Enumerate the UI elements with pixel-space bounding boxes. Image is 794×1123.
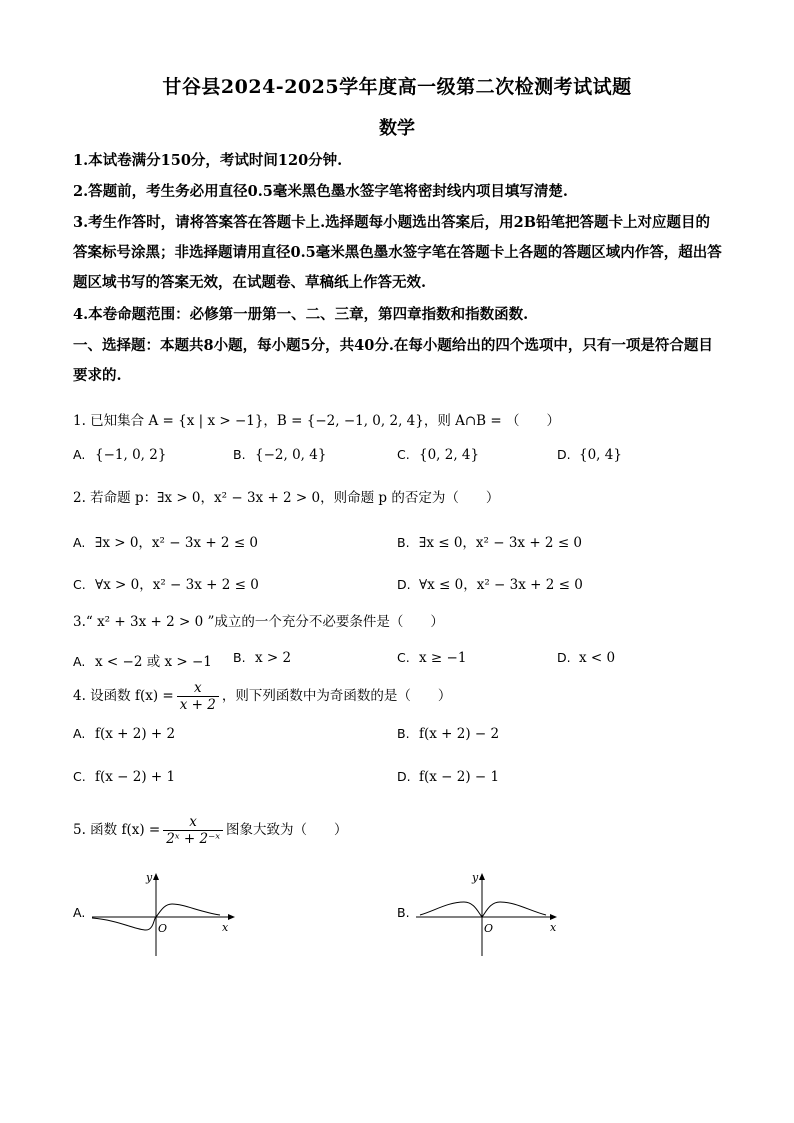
option-text: x < 0 [579, 650, 616, 666]
x-axis-label: x [222, 921, 229, 934]
option-label: D. [397, 577, 411, 592]
stem-prefix: 5. 函数 f(x) = [73, 822, 161, 838]
option-text: {−1, 0, 2} [95, 447, 167, 463]
option-text: x > 2 [255, 650, 292, 666]
option-label: B. [233, 650, 246, 665]
question-1-option-d[interactable] [557, 447, 622, 463]
question-2-stem: 2. 若命题 p：∃x > 0，x² − 3x + 2 > 0，则命题 p 的否定为（ ） [73, 490, 500, 506]
option-label: D. [557, 447, 571, 462]
option-text: ∀x > 0，x² − 3x + 2 ≤ 0 [95, 577, 259, 593]
fraction-numerator: x [163, 814, 223, 831]
question-1-stem: 1. 已知集合 A = {x | x > −1}，B = {−2, −1, 0, 2, 4}，则 A∩B = （ ） [73, 413, 560, 429]
notice-4: 4.本卷命题范围：必修第一册第一、二、三章，第四章指数和指数函数. [73, 306, 529, 323]
option-label: A. [73, 654, 86, 669]
option-text: ∃x ≤ 0，x² − 3x + 2 ≤ 0 [419, 535, 583, 551]
option-text: f(x − 2) − 1 [419, 769, 500, 785]
notice-1: 1.本试卷满分150分，考试时间120分钟. [73, 152, 343, 169]
question-2-option-a[interactable] [73, 531, 258, 551]
notice-3: 3.考生作答时，请将答案答在答题卡上.选择题每小题选出答案后，用2B铅笔把答题卡上对应题目的答案标号涂黑；非选择题请用直径0.5毫米黑色墨水签字笔在答题卡上各题的答题区域内作答，超出答题区域书写的答案无效，在试题卷、草稿纸上作答无效. [73, 214, 722, 291]
fraction-denominator: 2ˣ + 2⁻ˣ [166, 831, 221, 847]
option-text: ∀x ≤ 0，x² − 3x + 2 ≤ 0 [419, 577, 583, 593]
stem-suffix: ，则下列函数中为奇函数的是（ ） [221, 688, 452, 704]
option-label: D. [557, 650, 571, 665]
option-label: C. [73, 769, 86, 784]
option-label: B. [233, 447, 246, 462]
option-text: f(x + 2) + 2 [95, 726, 176, 742]
option-text: ∃x > 0，x² − 3x + 2 ≤ 0 [95, 535, 259, 551]
option-text: {−2, 0, 4} [255, 447, 327, 463]
stem-fraction [163, 814, 223, 847]
option-label: A. [73, 726, 86, 741]
question-4-option-d[interactable] [397, 769, 499, 785]
curve-b [420, 902, 546, 917]
question-3-option-c[interactable] [397, 650, 466, 666]
option-label: A. [73, 447, 86, 462]
y-axis-arrow [479, 873, 485, 880]
question-3-stem: 3.“ x² + 3x + 2 > 0 ”成立的一个充分不必要条件是（ ） [73, 614, 444, 630]
origin-label: O [484, 922, 494, 935]
option-label: C. [73, 577, 86, 592]
question-4-stem [73, 680, 451, 713]
question-4-option-b[interactable] [397, 726, 499, 742]
fraction-denominator: x + 2 [179, 697, 216, 713]
option-text: x ≥ −1 [419, 650, 467, 666]
question-3-option-b[interactable] [233, 650, 291, 666]
question-1-option-c[interactable] [397, 447, 479, 463]
option-label: B. [397, 535, 410, 550]
question-3-option-a[interactable] [73, 650, 212, 670]
exam-subject: 数学 [379, 118, 415, 139]
option-text: x < −2 或 x > −1 [95, 654, 212, 670]
option-label: C. [397, 650, 410, 665]
question-5-stem [73, 814, 348, 847]
question-2-option-d[interactable] [397, 573, 583, 593]
fraction-numerator: x [177, 680, 219, 697]
exam-title: 甘谷县2024-2025学年度高一级第二次检测考试试题 [162, 76, 632, 98]
option-text: {0, 2, 4} [419, 447, 480, 463]
option-text: f(x − 2) + 1 [95, 769, 176, 785]
x-axis-label: x [550, 921, 557, 934]
stem-prefix: 4. 设函数 f(x) = [73, 688, 174, 704]
x-axis-arrow [228, 914, 235, 920]
question-1-option-a[interactable] [73, 447, 166, 463]
option-label: D. [397, 769, 411, 784]
stem-suffix: 图象大致为（ ） [226, 822, 348, 838]
question-3-option-d[interactable] [557, 650, 615, 666]
option-text: {0, 4} [579, 447, 622, 463]
option-label: C. [397, 447, 410, 462]
question-2-option-c[interactable] [73, 573, 259, 593]
question-5-option-a-graph[interactable] [88, 868, 248, 960]
section-heading: 一、选择题：本题共8小题，每小题5分，共40分.在每小题给出的四个选项中，只有一项是符合题目要求的. [73, 337, 713, 384]
option-label: A. [73, 535, 86, 550]
y-axis-arrow [153, 873, 159, 880]
origin-label: O [158, 922, 168, 935]
stem-fraction [177, 680, 219, 713]
question-1-option-b[interactable] [233, 447, 326, 463]
option-label: A. [73, 905, 86, 920]
question-2-option-b[interactable] [397, 531, 582, 551]
question-4-option-a[interactable] [73, 726, 175, 742]
question-5-option-b-graph[interactable] [412, 868, 572, 960]
x-axis-arrow [550, 914, 557, 920]
notice-2: 2.答题前，考生务必用直径0.5毫米黑色墨水签字笔将密封线内项目填写清楚. [73, 183, 568, 200]
option-text: f(x + 2) − 2 [419, 726, 500, 742]
question-4-option-c[interactable] [73, 769, 175, 785]
option-label: B. [397, 726, 410, 741]
y-axis-label: y [146, 871, 153, 884]
y-axis-label: y [472, 871, 479, 884]
option-label: B. [397, 905, 410, 920]
